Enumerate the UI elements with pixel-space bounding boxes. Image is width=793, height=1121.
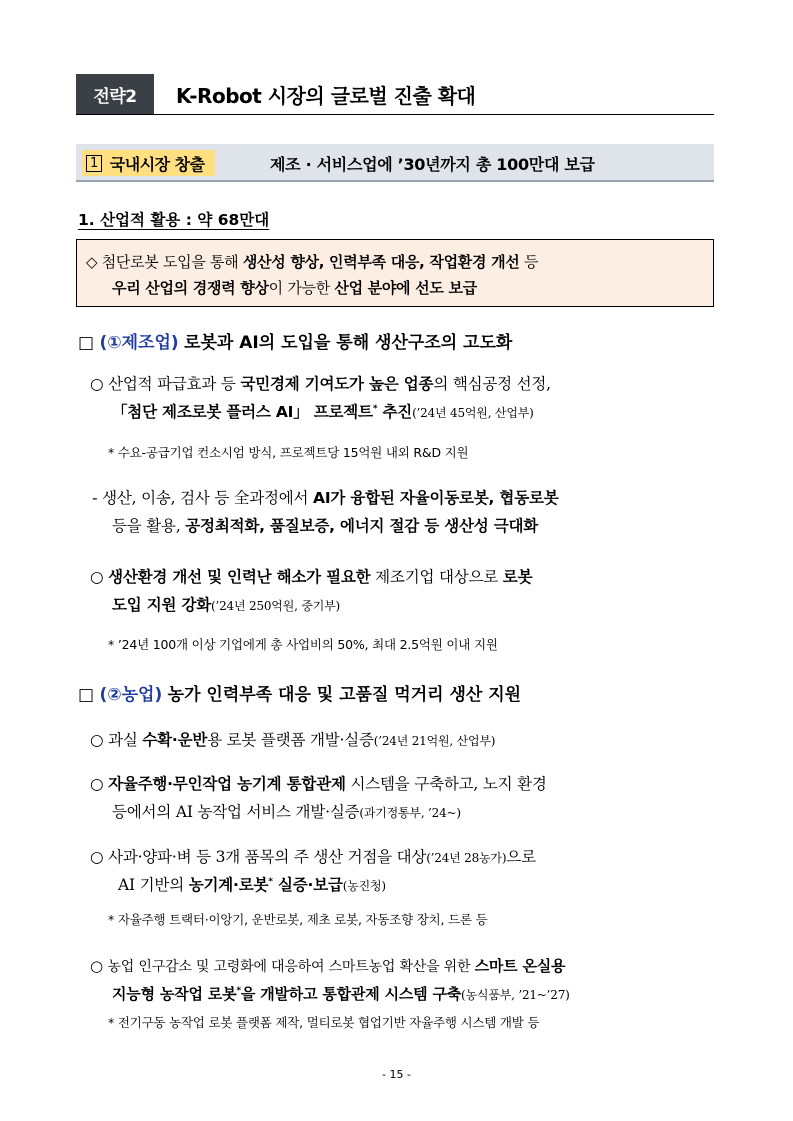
- body-emphasis: 도입 지원 강화: [112, 596, 212, 614]
- body-emphasis: 공정최적화, 품질보증, 에너지 절감 등 생산성 극대화: [185, 517, 539, 535]
- body-emphasis: 추진: [377, 403, 413, 421]
- checkbox-square-icon: □: [78, 333, 95, 353]
- circle-marker: ○: [90, 957, 103, 975]
- body-emphasis: 수확·운반: [142, 731, 208, 749]
- body-parenthetical: (’24년 21억원, 산업부): [373, 734, 496, 748]
- circle-marker: ○: [90, 775, 104, 793]
- circle-marker: ○: [90, 568, 104, 586]
- agriculture-note-4: * 전기구동 농작업 로봇 플랫폼 제작, 멀티로봇 협업기반 자율주행 시스템 개발 등: [108, 1015, 540, 1030]
- manufacturing-dash-line-1: [92, 486, 559, 508]
- summary-text: 이 가능한: [268, 279, 335, 297]
- body-emphasis: 로봇: [502, 568, 533, 586]
- header-divider: [76, 114, 714, 115]
- agriculture-point-4-line-2: [112, 983, 570, 1004]
- circle-marker: ○: [90, 375, 104, 393]
- section-number: 1: [86, 155, 102, 172]
- summary-emphasis: 우리 산업의 경쟁력 향상: [112, 279, 269, 297]
- body-text: 의 핵심공정 선정,: [433, 375, 551, 393]
- body-emphasis: 국민경제 기여도가 높은 업종: [240, 375, 434, 393]
- agriculture-label: (②농업): [99, 685, 163, 705]
- manufacturing-point-2-line-2: [112, 593, 340, 615]
- agriculture-point-3-line-2: [118, 873, 386, 895]
- body-emphasis: 자율주행·무인작업 농기계 통합관제: [108, 775, 346, 793]
- manufacturing-heading-text: 로봇과 AI의 도입을 통해 생산구조의 고도화: [184, 333, 513, 353]
- agriculture-point-1: [90, 728, 495, 750]
- circle-marker: ○: [90, 731, 104, 749]
- summary-emphasis: 생산성 향상, 인력부족 대응, 작업환경 개선: [242, 253, 520, 271]
- body-parenthetical: (농진청): [342, 879, 386, 893]
- body-text: 산업적 파급효과 등: [108, 375, 241, 393]
- diamond-marker: ◇: [86, 253, 98, 271]
- agriculture-point-4-line-1: [90, 955, 565, 976]
- agriculture-point-3-line-1: [90, 845, 536, 867]
- strategy-badge: [76, 74, 154, 114]
- circle-marker: ○: [90, 848, 104, 866]
- summary-line-1: [86, 251, 538, 272]
- body-parenthetical: (’24년 45억원, 산업부): [412, 406, 534, 420]
- strategy-badge-label: 전략2: [93, 86, 137, 107]
- footnote-marker: *: [268, 876, 273, 887]
- footnote-marker: *: [372, 403, 378, 414]
- agriculture-point-2-line-2: [112, 800, 461, 822]
- body-emphasis: 생산환경 개선 및 인력난 해소가 필요한: [108, 568, 371, 586]
- body-emphasis: 실증·보급: [272, 876, 343, 894]
- body-parenthetical: (’24년 250억원, 중기부): [211, 599, 340, 613]
- body-emphasis: 스마트 온실용: [474, 957, 566, 975]
- body-text: 과실: [108, 731, 143, 749]
- body-parenthetical: (’24년 28농가): [426, 851, 507, 865]
- strategy-title: K-Robot 시장의 글로벌 진출 확대: [176, 84, 476, 108]
- page-number: - 15 -: [382, 1068, 411, 1081]
- manufacturing-point-2-line-1: [90, 565, 532, 587]
- manufacturing-label: (①제조업): [99, 333, 179, 353]
- dash-marker: -: [92, 489, 98, 507]
- body-parenthetical: (과기정통부, ’24~): [359, 806, 461, 820]
- section-tag-label: 국내시장 창출: [109, 154, 205, 174]
- body-text: 사과·양파·벼 등 3개 품목의 주 생산 거점을 대상: [108, 848, 427, 866]
- body-emphasis: AI가 융합된 자율이동로봇, 협동로봇: [313, 489, 559, 507]
- summary-text: 첨단로봇 도입을 통해: [101, 253, 243, 271]
- body-text: 등을 활용,: [112, 517, 186, 535]
- summary-emphasis: 산업 분야에 선도 보급: [334, 279, 477, 297]
- body-emphasis: 농기계·로봇: [188, 876, 269, 894]
- body-text: 등에서의 AI 농작업 서비스 개발·실증: [112, 803, 360, 821]
- agriculture-heading: [78, 680, 521, 705]
- body-text: AI 기반의: [118, 876, 189, 894]
- summary-line-2: [112, 277, 477, 298]
- body-emphasis: 「첨단 제조로봇 플러스 AI」 프로젝트: [112, 403, 373, 421]
- body-emphasis: 지능형 농작업 로봇: [112, 985, 237, 1003]
- agriculture-point-2-line-1: [90, 772, 547, 794]
- section-headline: 제조 · 서비스업에 ’30년까지 총 100만대 보급: [270, 155, 595, 174]
- body-emphasis: 을 개발하고 통합관제 시스템 구축: [240, 985, 462, 1003]
- footnote-marker: *: [236, 986, 241, 996]
- manufacturing-dash-line-2: [112, 514, 538, 536]
- manufacturing-note-2: * ’24년 100개 이상 기업에게 총 사업비의 50%, 최대 2.5억원 이내 지원: [108, 637, 498, 652]
- manufacturing-heading: [78, 328, 512, 353]
- body-text: 용 로봇 플랫폼 개발·실증: [207, 731, 374, 749]
- body-text: 제조기업 대상으로: [370, 568, 503, 586]
- agriculture-note-3: * 자율주행 트랙터·이앙기, 운반로봇, 제초 로봇, 자동조향 장치, 드론 등: [108, 912, 488, 927]
- body-text: 생산, 이송, 검사 등 全과정에서: [102, 489, 314, 507]
- section-tag: [82, 150, 215, 176]
- checkbox-square-icon: □: [78, 685, 95, 705]
- summary-text: 등: [519, 253, 539, 271]
- subheading: 1. 산업적 활용 : 약 68만대: [78, 211, 270, 229]
- body-text: 시스템을 구축하고, 노지 환경: [345, 775, 547, 793]
- body-text: 농업 인구감소 및 고령화에 대응하여 스마트농업 확산을 위한: [107, 959, 475, 975]
- manufacturing-point-1-line-1: [90, 372, 551, 394]
- body-parenthetical: (농식품부, ’21~’27): [461, 988, 570, 1002]
- body-text: 으로: [506, 848, 536, 866]
- agriculture-heading-text: 농가 인력부족 대응 및 고품질 먹거리 생산 지원: [167, 685, 522, 705]
- manufacturing-note-1: * 수요-공급기업 컨소시엄 방식, 프로젝트당 15억원 내외 R&D 지원: [108, 445, 469, 460]
- manufacturing-point-1-line-2: [112, 400, 534, 422]
